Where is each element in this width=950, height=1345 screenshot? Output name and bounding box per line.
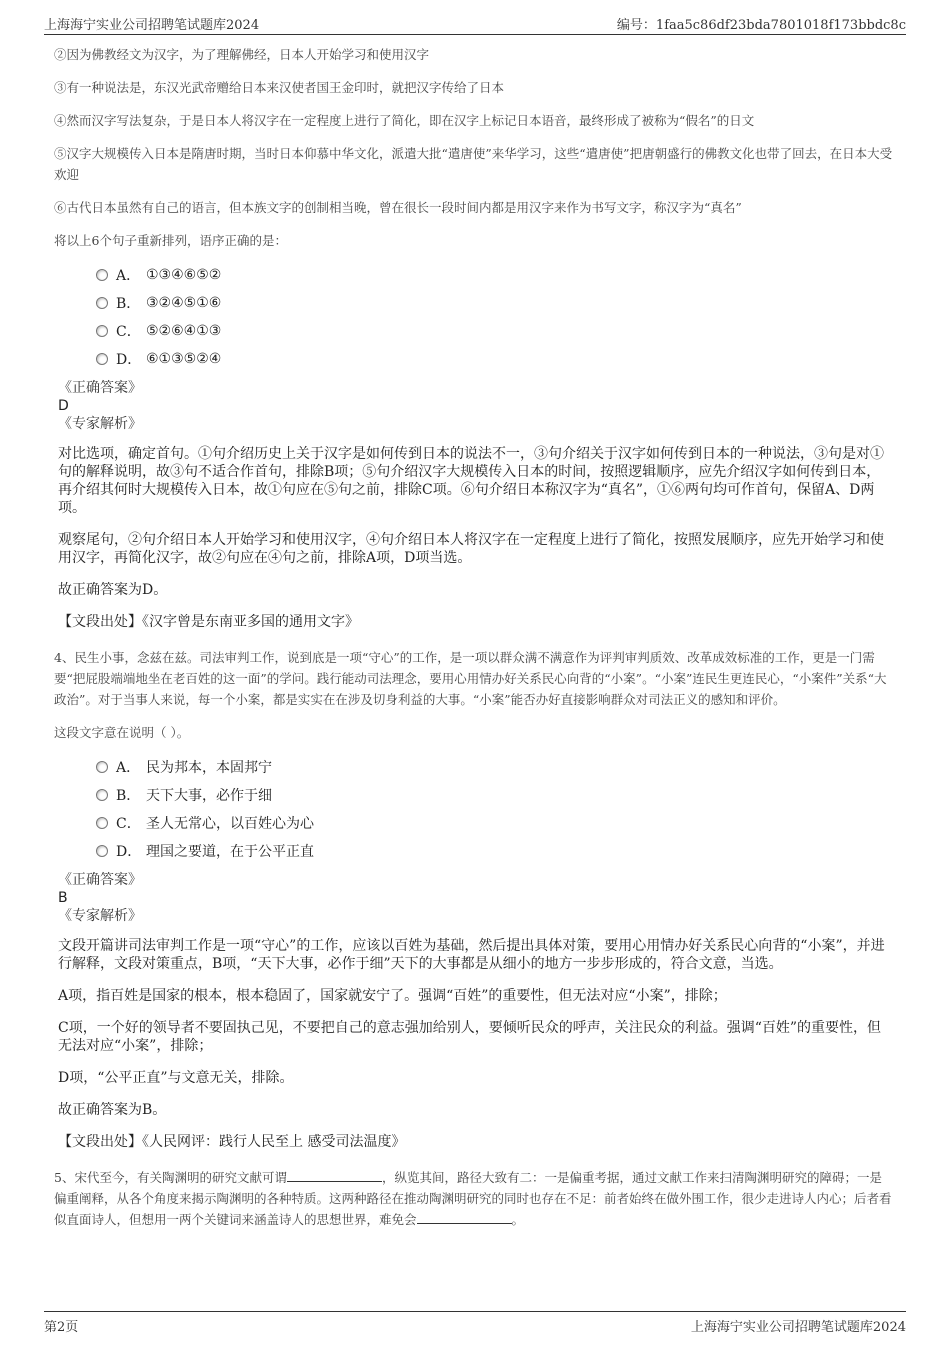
option-text: ③②④⑤①⑥: [146, 295, 222, 311]
q3-sentences: [54, 44, 894, 218]
q3-options: [96, 261, 894, 373]
analysis-paragraph: A项，指百姓是国家的根本，根本稳固了，国家就安宁了。强调“百姓”的重要性，但无法对应“小案”，排除；: [58, 988, 727, 1004]
q5-text-part: ，纵览其间，路径大致有二：一是偏重考据，通过文献工作来扫清陶渊明研究的障碍；一是偏重阐释，从各个角度来揭示陶渊明的各种特质。这两种路径在推动陶渊明研究的同时也存在不足：前者始终在做外围工作，很少走进诗人内心；后者看似直面诗人，但想用一两个关键词来涵盖诗人的思想世界，难免会: [54, 1170, 892, 1227]
analysis-paragraph: D项，“公平正直”与文意无关，排除。: [58, 1070, 294, 1086]
q5-text: [54, 1167, 894, 1230]
option-letter: C．: [116, 816, 141, 832]
radio-icon[interactable]: [96, 269, 108, 281]
page-footer: [44, 1311, 906, 1334]
q3-option-d[interactable]: [96, 345, 894, 373]
option-text: 圣人无常心，以百姓心为心: [146, 816, 314, 832]
q3-source: 【文段出处】《汉字曾是东南亚多国的通用文字》: [58, 614, 359, 630]
q3-sentence: ③有一种说法是，东汉光武帝赠给日本来汉使者国王金印时，就把汉字传给了日本: [54, 80, 505, 95]
q3-analysis: [58, 445, 894, 599]
q4-answer-label: 《正确答案》: [58, 872, 142, 888]
option-text: 民为邦本，本固邦宁: [146, 760, 272, 776]
header-title: 上海海宁实业公司招聘笔试题库2024: [44, 18, 260, 33]
q3-answer-label: 《正确答案》: [58, 380, 142, 396]
q3-sentence: ⑤汉字大规模传入日本是隋唐时期，当时日本仰慕中华文化，派遣大批“遣唐使”来华学习，这些“遣唐使”把唐朝盛行的佛教文化也带了回去，在日本大受欢迎: [54, 146, 893, 182]
q4-text: 4、民生小事，念兹在兹。司法审判工作，说到底是一项“守心”的工作，是一项以群众满不满意作为评判审判质效、改革成效标准的工作，更是一门需要“把屁股端端地坐在老百姓的这一面”的学问。践行能动司法理念，要用心用情办好关系民心向背的“小案”。“小案”连民生更连民心，“小案件”关系“大政治”。对于当事人来说，每一个小案，都是实实在在涉及切身利益的大事。“小案”能否办好直接影响群众对司法正义的感知和评价。: [54, 650, 887, 707]
analysis-paragraph: 对比选项，确定首句。①句介绍历史上关于汉字是如何传到日本的说法不一，③句介绍关于汉字如何传到日本的一种说法，③句是对①句的解释说明，故③句不适合作首句，排除B项；⑤句介绍汉字大规模传入日本的时间，按照逻辑顺序，应先介绍汉字如何传到日本，再介绍其何时大规模传入日本，故①句应在⑤句之前，排除C项。⑥句介绍日本称汉字为“真名”，①⑥两句均可作首句，保留A、D两项。: [58, 446, 884, 516]
page-content: [54, 44, 894, 1230]
fill-blank: [287, 1169, 382, 1182]
option-text: ⑤②⑥④①③: [146, 323, 222, 339]
q3-sentence: ⑥古代日本虽然有自己的语言，但本族文字的创制相当晚，曾在很长一段时间内都是用汉字来作为书写文字，称汉字为“真名”: [54, 200, 742, 215]
option-letter: A．: [116, 760, 141, 776]
footer-page-number: 第2页: [44, 1320, 79, 1335]
q4-analysis-label: 《专家解析》: [58, 908, 142, 924]
q4-analysis: [58, 937, 894, 1119]
q3-sentence: ④然而汉字写法复杂，于是日本人将汉字在一定程度上进行了简化，即在汉字上标记日本语音，最终形成了被称为“假名”的日文: [54, 113, 755, 128]
option-text: ①③④⑥⑤②: [146, 267, 222, 283]
analysis-paragraph: 故正确答案为D。: [58, 582, 168, 598]
radio-icon[interactable]: [96, 845, 108, 857]
q3-option-a[interactable]: [96, 261, 894, 289]
option-letter: D．: [116, 844, 142, 860]
option-letter: B．: [116, 296, 141, 312]
q3-option-b[interactable]: [96, 289, 894, 317]
page-header: [44, 12, 906, 35]
q4-options: [96, 753, 894, 865]
q4-option-d[interactable]: [96, 837, 894, 865]
header-code: 编号：1faa5c86df23bda7801018f173bbdc8c: [616, 18, 906, 33]
option-letter: D．: [116, 352, 142, 368]
radio-icon[interactable]: [96, 353, 108, 365]
radio-icon[interactable]: [96, 325, 108, 337]
radio-icon[interactable]: [96, 789, 108, 801]
q4-answer: B: [58, 890, 68, 906]
analysis-paragraph: C项，一个好的领导者不要固执己见，不要把自己的意志强加给别人，要倾听民众的呼声，关注民众的利益。强调“百姓”的重要性，但无法对应“小案”，排除；: [58, 1020, 882, 1054]
radio-icon[interactable]: [96, 761, 108, 773]
q4-option-b[interactable]: [96, 781, 894, 809]
option-letter: B．: [116, 788, 141, 804]
analysis-paragraph: 观察尾句，②句介绍日本人开始学习和使用汉字，④句介绍日本人将汉字在一定程度上进行了简化，按照发展顺序，应先开始学习和使用汉字，再简化汉字，故②句应在④句之前，排除A项，D项当选。: [58, 532, 884, 566]
q5-text-part: 5、宋代至今，有关陶渊明的研究文献可谓: [54, 1170, 287, 1185]
option-letter: A．: [116, 268, 141, 284]
option-text: ⑥①③⑤②④: [146, 351, 222, 367]
footer-title: 上海海宁实业公司招聘笔试题库2024: [690, 1320, 906, 1335]
option-text: 天下大事，必作于细: [146, 788, 272, 804]
q3-answer: D: [58, 398, 69, 414]
q3-prompt: 将以上6个句子重新排列，语序正确的是：: [54, 233, 287, 248]
q3-sentence: ②因为佛教经文为汉字，为了理解佛经，日本人开始学习和使用汉字: [54, 47, 430, 62]
q3-analysis-label: 《专家解析》: [58, 416, 142, 432]
option-letter: C．: [116, 324, 141, 340]
radio-icon[interactable]: [96, 297, 108, 309]
fill-blank: [417, 1211, 512, 1224]
q4-source: 【文段出处】《人民网评：践行人民至上 感受司法温度》: [58, 1134, 406, 1150]
option-text: 理国之要道，在于公平正直: [146, 844, 314, 860]
q4-prompt: 这段文字意在说明（ ）。: [54, 725, 190, 740]
analysis-paragraph: 故正确答案为B。: [58, 1102, 167, 1118]
q5-text-part: 。: [511, 1212, 525, 1227]
analysis-paragraph: 文段开篇讲司法审判工作是一项“守心”的工作，应该以百姓为基础，然后提出具体对策，要用心用情办好关系民心向背的“小案”，并进行解释，文段对策重点，B项，“天下大事，必作于细”天下的大事都是从细小的地方一步步形成的，符合文意，当选。: [58, 938, 885, 972]
q4-option-a[interactable]: [96, 753, 894, 781]
q4-option-c[interactable]: [96, 809, 894, 837]
radio-icon[interactable]: [96, 817, 108, 829]
q3-option-c[interactable]: [96, 317, 894, 345]
